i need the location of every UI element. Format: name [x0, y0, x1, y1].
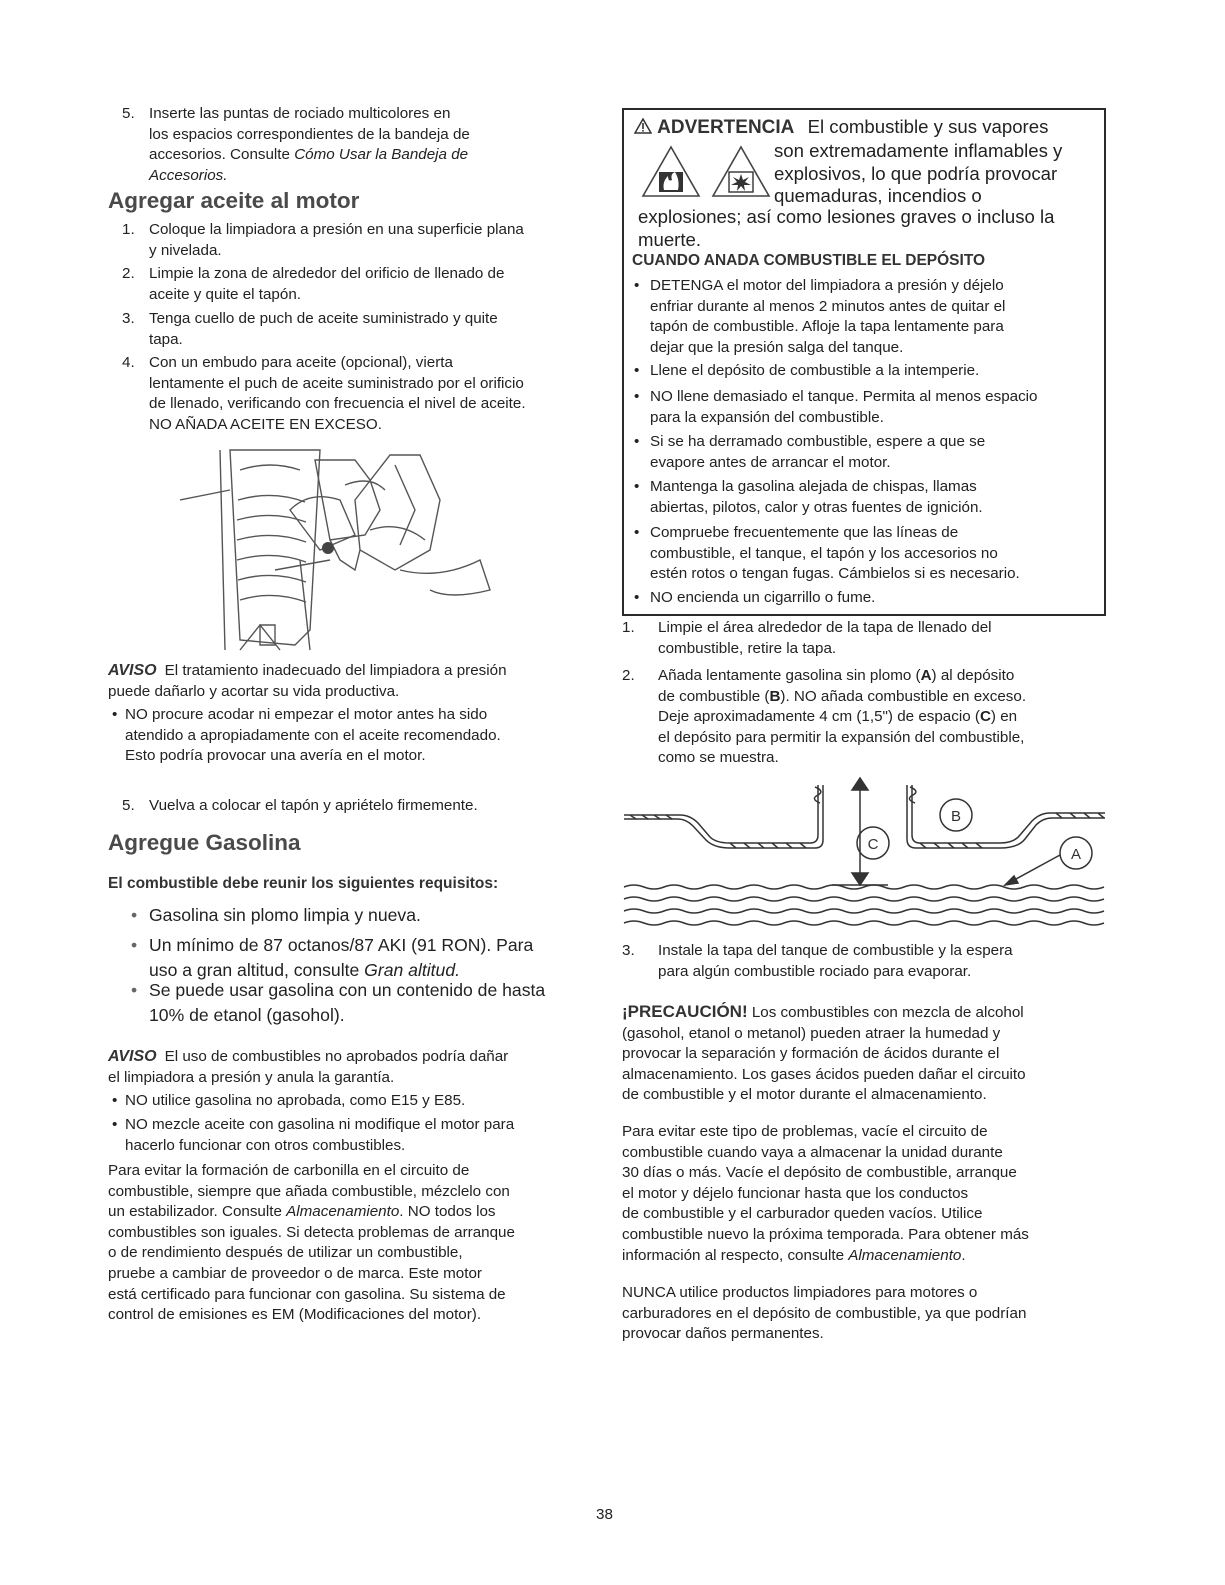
never-use-cleaners-paragraph: NUNCA utilice productos limpiadores para motores o carburadores en el depósito de combustible, ya que podrían provocar daños permanentes. [622, 1284, 1027, 1343]
storage-paragraph: Para evitar este tipo de problemas, vacíe el circuito de combustible cuando vaya a almacenar la unidad durante 30 días o más. Vacíe el depósito de combustible, arranque el motor y déjelo funcionar hasta que los conductos de combustible y el carburador queden vacíos. Utilice combustible nuevo la próxima temporada. Para obtener más información al respecto, consulte Almacenamiento. [622, 1123, 1029, 1264]
aviso-fuel-notice: AVISO El uso de combustibles no aprobados podría dañar el limpiadora a presión y anula la garantía. [108, 1048, 509, 1086]
diagram-label-b: B [950, 808, 962, 825]
diagram-label-c: C [867, 836, 879, 853]
heading-add-gasoline: Agregue Gasolina [108, 830, 301, 855]
warning-text: El combustible y sus vapores [807, 116, 1049, 137]
aviso-engine-notice: AVISO El tratamiento inadecuado del limpiadora a presión puede dañarlo y acortar su vida productiva. [108, 662, 507, 700]
fire-hazard-icon [640, 144, 702, 200]
fuel-requirements-heading: El combustible debe reunir los siguientes requisitos: [108, 875, 499, 892]
page-number: 38 [596, 1506, 613, 1523]
diagram-label-a: A [1070, 846, 1082, 863]
warning-box: ADVERTENCIA El combustible y sus vapores son extremadamente inflamables y explosivos, lo que podría provocar quemaduras, incendios o explosiones; así como lesiones graves o incluso la muerte. CUANDO ANADA COMBUSTIBLE EL DEPÓSITO • DETENGA el motor del limpiadora a presión y déjelo enfriar durante al menos 2 minutos antes de quitar el tapón de combustible. Afloje la tapa lentamente para dejar que la presión salga del tanque. • Llene el depósito de combustible a la intemperie. • NO llene demasiado el tanque. Permita al menos espacio para la expansión del combustible. • Si se ha derramado combustible, espere a que se evapore antes de arrancar el motor. • Mantenga la gasolina alejada de chispas, llamas abiertas, pilotos, calor y otras fuentes de ignición. • Compruebe frecuentemente que las líneas de combustible, el tanque, el tapón y los accesorios no estén rotos o tengan fugas. Cámbielos si es necesario. • NO encienda un cigarrillo o fume. [622, 108, 1106, 616]
step-text: Inserte las puntas de rociado multicolores en [149, 105, 451, 122]
aviso-label: AVISO [108, 662, 157, 679]
warning-triangle-icon [634, 118, 652, 134]
engine-oil-fill-illustration [180, 440, 510, 655]
caution-paragraph: ¡PRECAUCIÓN! Los combustibles con mezcla de alcohol (gasohol, etanol o metanol) pueden atraer la humedad y provocar la separación y formación de ácidos durante el almacenamiento. Los gases ácidos pueden dañar el circuito de combustible y el motor durante el almacenamiento. [622, 1002, 1026, 1104]
warning-title: ADVERTENCIA [657, 117, 795, 138]
step-number: 5. [122, 105, 135, 122]
warning-text: explosivos, lo que podría provocar [774, 162, 1058, 184]
warning-text: explosiones; así como lesiones graves o incluso la [638, 206, 1055, 227]
fuel-tank-diagram [620, 775, 1110, 935]
step-text: los espacios correspondientes de la bandeja de [149, 125, 470, 143]
warning-text: muerte. [638, 228, 702, 250]
warning-subheading: CUANDO ANADA COMBUSTIBLE EL DEPÓSITO [632, 252, 986, 269]
accessory-step-5 [122, 104, 592, 186]
step-text: accesorios. Consulte Cómo Usar la Bandeja de [149, 146, 469, 164]
warning-text: quemaduras, incendios o [774, 185, 982, 206]
heading-add-oil: Agregar aceite al motor [108, 188, 360, 213]
aviso-label: AVISO [108, 1048, 157, 1065]
explosion-hazard-icon [710, 144, 772, 200]
fuel-stabilizer-paragraph: Para evitar la formación de carbonilla en el circuito de combustible, siempre que añada combustible, mézclelo con un estabilizador. Consulte Almacenamiento. NO todos los combustibles son iguales. Si detecta problemas de arranque o de rendimiento después de utilizar un combustible, pruebe a cambiar de proveedor o de marca. Este motor está certificado para funcionar con gasolina. Su sistema de control de emisiones es EM (Modificaciones del motor). [108, 1162, 515, 1324]
caution-label: ¡PRECAUCIÓN! [622, 1002, 748, 1021]
warning-text: son extremadamente inflamables y [774, 140, 1063, 161]
step-text: Accesorios. [149, 166, 228, 184]
